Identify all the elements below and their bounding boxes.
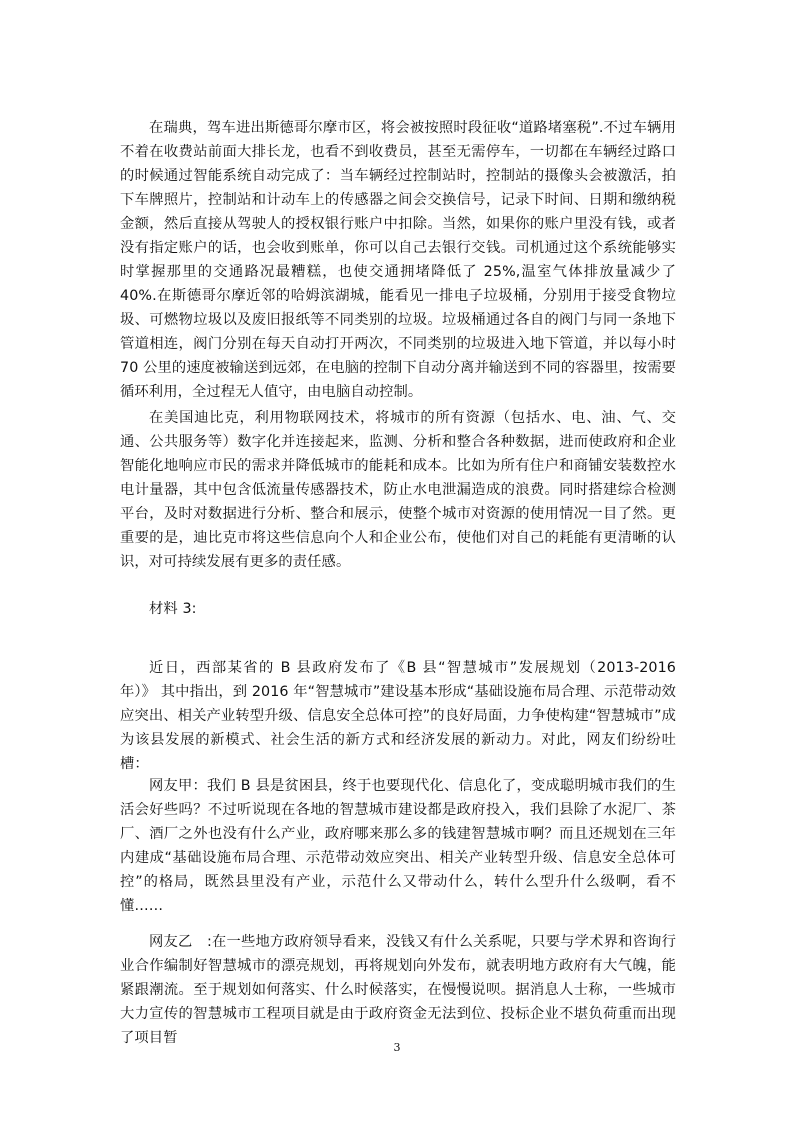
paragraph-stockholm: 在瑞典，驾车进出斯德哥尔摩市区，将会被按照时段征收“道路堵塞税”.不过车辆用不着在收费站前面大排长龙，也看不到收费员，甚至无需停车，一切都在车辆经过路口的时候通过智能系统自动完成了：当车辆经过控制站时，控制站的摄像头会被激活，拍下车牌照片，控制站和计动车上的传感器之间会交换信号，记录下时间、日期和缴纳税金额，然后直接从驾驶人的授权银行账户中扣除。当然，如果你的账户里没有钱，或者没有指定账户的话，也会收到账单，你可以自己去银行交钱。司机通过这个系统能够实时掌握那里的交通路况最糟糕，也使交通拥堵降低了 25%,温室气体排放量减少了 40%.在斯德哥尔摩近邻的哈姆滨湖城，能看见一排电子垃圾桶，分别用于接受食物垃圾、可燃物垃圾以及废旧报纸等不同类别的垃圾。垃圾桶通过各自的阀门与同一条地下管道相连，阀门分别在每天自动打开两次，不同类别的垃圾进入地下管道，并以每小时 70 公里的速度被输送到远郊，在电脑的控制下自动分离并输送到不同的容器里，按需要循环利用，全过程无人值守，由电脑自动控制。 — [120, 120, 676, 400]
section-heading-material-3: 材料 3: — [149, 601, 197, 617]
paragraph-netizen-a: 网友甲：我们 B 县是贫困县，终于也要现代化、信息化了，变成聪明城市我们的生活会好些吗？不过听说现在各地的智慧城市建设都是政府投入，我们县除了水泥厂、茶厂、酒厂之外也没有什么产业，政府哪来那么多的钱建智慧城市啊？而且还规划在三年内建成“基础设施布局合理、示范带动效应突出、相关产业转型升级、信息安全总体可控”的格局，既然县里没有产业，示范什么又带动什么，转什么型升什么级啊，看不懂…… — [120, 778, 676, 914]
page-number: 3 — [393, 1041, 401, 1054]
paragraph-dubuque: 在美国迪比克，利用物联网技术，将城市的所有资源（包括水、电、油、气、交通、公共服务等）数字化并连接起来，监测、分析和整合各种数据，进而使政府和企业智能化地响应市民的需求并降低城市的能耗和成本。比如为所有住户和商铺安装数控水电计量器，其中包含低流量传感器技术，防止水电泄漏造成的浪费。同时搭建综合检测平台，及时对数据进行分析、整合和展示，使整个城市对资源的使用情况一目了然。更重要的是，迪比克市将这些信息向个人和企业公布，使他们对自己的耗能有更清晰的认识，对可持续发展有更多的责任感。 — [120, 410, 676, 570]
paragraph-b-county-plan: 近日，西部某省的 B 县政府发布了《B 县“智慧城市”发展规划（2013-2016 年）》 其中指出，到 2016 年“智慧城市”建设基本形成“基础设施布局合理、示范带动效应突出、相关产业转型升级、信息安全总体可控”的良好局面，力争使构建“智慧城市”成为该县发展的新模式、社会生活的新方式和经济发展的新动力。对此，网友们纷纷吐槽： — [120, 660, 676, 772]
paragraph-netizen-b: 网友乙 :在一些地方政府领导看来，没钱又有什么关系呢，只要与学术界和咨询行业合作编制好智慧城市的漂亮规划，再将规划向外发布，就表明地方政府有大气魄，能紧跟潮流。至于规划如何落实、什么时候落实，在慢慢说呗。据消息人士称，一些城市大力宣传的智慧城市工程项目就是由于政府资金无法到位、投标企业不堪负荷重而出现了项目暂 — [120, 934, 676, 1046]
